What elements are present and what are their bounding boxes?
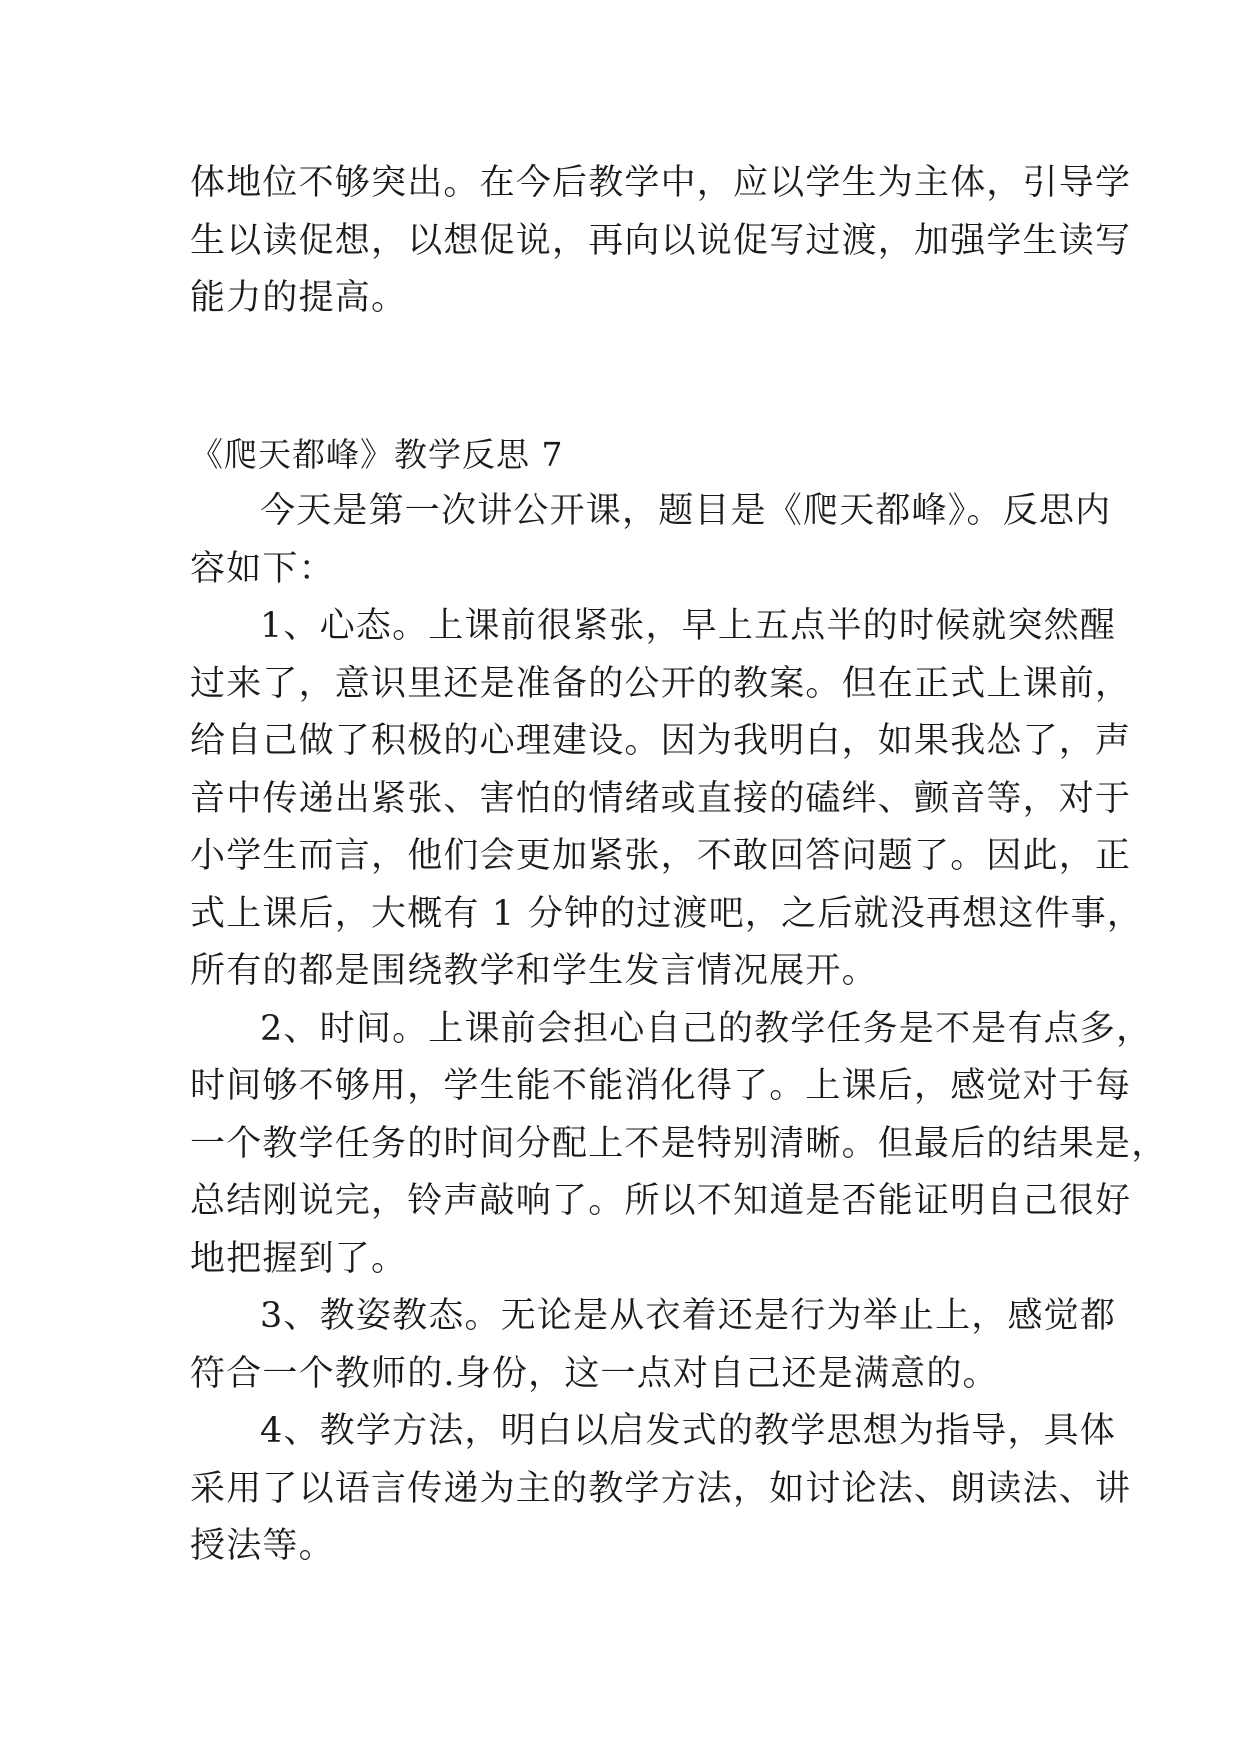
text-line: 2、时间。上课前会担心自己的教学任务是不是有点多， [260,1008,1153,1049]
text-line: 小学生而言，他们会更加紧张，不敢回答问题了。因此，正 [190,836,1132,876]
text-line: 能力的提高。 [190,278,408,318]
text-line: 所有的都是围绕教学和学生发言情况展开。 [190,951,878,991]
text-line: 采用了以语言传递为主的教学方法，如讨论法、朗读法、讲 [190,1468,1132,1509]
document-page [190,155,1168,1576]
text-line: 总结刚说完，铃声敲响了。所以不知道是否能证明自己很好 [190,1181,1132,1221]
text-line: 4、教学方法，明白以启发式的教学思想为指导，具体 [260,1411,1117,1451]
section-title: 《爬天都峰》教学反思 7 [190,434,564,474]
text-line: 今天是第一次讲公开课，题目是《爬天都峰》。反思内 [260,491,1112,531]
text-line: 符合一个教师的.身份，这一点对自己还是满意的。 [190,1353,999,1394]
text-line: 地把握到了。 [190,1238,408,1279]
text-line: 式上课后，大概有 1 分钟的过渡吧，之后就没再想这件事， [190,893,1144,934]
paragraph-intro-reflection [190,483,1112,598]
text-line: 过来了，意识里还是准备的公开的教案。但在正式上课前， [190,663,1132,704]
text-line: 生以读促想，以想促说，再向以说促写过渡，加强学生读写 [190,220,1132,261]
text-line: 时间够不够用，学生能不能消化得了。上课后，感觉对于每 [190,1066,1132,1106]
text-line: 给自己做了积极的心理建设。因为我明白，如果我怂了，声 [190,721,1132,761]
paragraph-demeanor [190,1288,1117,1403]
text-line: 容如下： [190,548,335,589]
text-line: 音中传递出紧张、害怕的情绪或直接的磕绊、颤音等，对于 [190,778,1132,819]
section-spacer [190,328,1070,426]
text-line: 体地位不够突出。在今后教学中，应以学生为主体，引导学 [190,163,1132,203]
text-line: 1、心态。上课前很紧张，早上五点半的时候就突然醒 [260,606,1117,646]
text-line: 授法等。 [190,1526,335,1566]
intro-paragraph [190,155,1132,328]
text-line: 一个教学任务的时间分配上不是特别清晰。但最后的结果是， [190,1123,1168,1164]
paragraph-method [190,1403,1132,1576]
text-line: 3、教姿教态。无论是从衣着还是行为举止上，感觉都 [260,1296,1117,1336]
paragraph-mindset [190,598,1144,1001]
paragraph-time [190,1001,1168,1289]
